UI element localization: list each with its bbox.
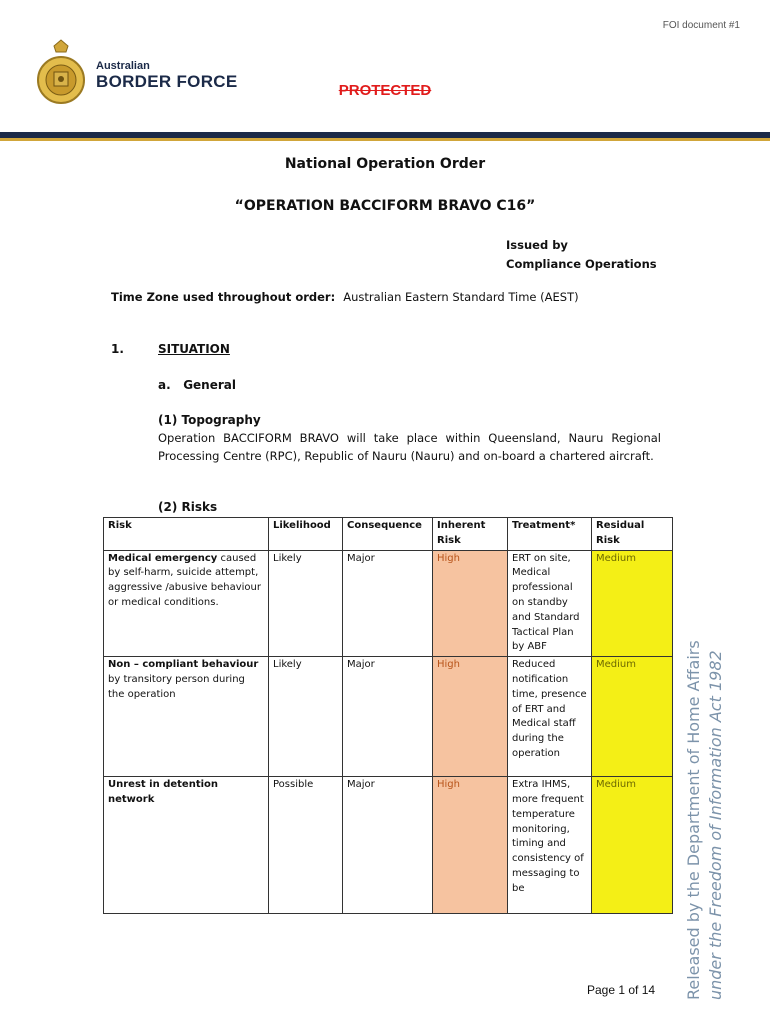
consequence-cell: Major (343, 550, 433, 657)
residual-risk-cell: Medium (592, 657, 673, 777)
timezone-label: Time Zone used throughout order: (111, 290, 336, 304)
treatment-cell: Extra IHMS, more frequent temperature monitoring, timing and consistency of messaging to be (508, 777, 592, 914)
treatment-cell: Reduced notification time, presence of ERT and Medical staff during the operation (508, 657, 592, 777)
subsection-heading: a. General (158, 378, 236, 392)
likelihood-cell: Likely (269, 657, 343, 777)
inherent-risk-cell: High (433, 550, 508, 657)
watermark-line2: under the Freedom of Information Act 1982 (706, 650, 725, 1000)
page-number: Page 1 of 14 (587, 983, 656, 997)
logo-text-australian: Australian (96, 60, 150, 72)
risk-description: caused by self-harm, suicide attempt, aggressive /abusive behaviour or medical conditions. (108, 552, 261, 608)
risk-name: Non – compliant behaviour (108, 659, 259, 671)
section-number: 1. (111, 342, 124, 356)
header-rule-gold (0, 138, 770, 141)
classification-text: PROTECTED (338, 82, 432, 99)
table-row (104, 550, 673, 657)
risk-description: by transitory person during the operation (108, 673, 245, 700)
risk-cell (104, 777, 269, 914)
header-inherent-risk: Inherent Risk (433, 518, 508, 551)
timezone-value: Australian Eastern Standard Time (AEST) (343, 290, 579, 304)
risk-table (103, 517, 673, 914)
topography-paragraph: Operation BACCIFORM BRAVO will take place within Queensland, Nauru Regional Processing Centre (RPC), Republic of Nauru (Nauru) and on-board a chartered aircraft. (158, 431, 661, 463)
risk-table-header-row (104, 518, 673, 551)
classification-marking (0, 82, 770, 99)
issued-by-org: Compliance Operations (506, 257, 657, 271)
section-title: SITUATION (158, 342, 230, 356)
treatment-cell: ERT on site, Medical professional on standby and Standard Tactical Plan by ABF (508, 550, 592, 657)
risk-cell (104, 550, 269, 657)
foi-release-watermark (683, 600, 727, 1000)
header-treatment: Treatment* (508, 518, 592, 551)
consequence-cell: Major (343, 777, 433, 914)
operation-name: “OPERATION BACCIFORM BRAVO C16” (234, 198, 536, 214)
foi-document-label: FOI document #1 (662, 20, 740, 31)
table-row (104, 777, 673, 914)
header-residual-risk: Residual Risk (592, 518, 673, 551)
residual-risk-cell: Medium (592, 777, 673, 914)
header-risk: Risk (104, 518, 269, 551)
inherent-risk-cell: High (433, 657, 508, 777)
issued-by-block (506, 236, 657, 274)
logo-text-border-force: BORDER FORCE (96, 72, 238, 91)
likelihood-cell: Possible (269, 777, 343, 914)
topography-heading: (1) Topography (158, 413, 261, 427)
table-row (104, 657, 673, 777)
inherent-risk-cell: High (433, 777, 508, 914)
risk-name: Unrest in detention network (108, 779, 219, 805)
document-title: National Operation Order (284, 156, 486, 172)
risk-name: Medical emergency (108, 552, 218, 564)
risk-cell (104, 657, 269, 777)
watermark-line1: Released by the Department of Home Affairs (684, 640, 703, 1000)
header-likelihood: Likelihood (269, 518, 343, 551)
issued-by-label: Issued by (506, 238, 568, 252)
consequence-cell: Major (343, 657, 433, 777)
residual-risk-cell: Medium (592, 550, 673, 657)
header-consequence: Consequence (343, 518, 433, 551)
likelihood-cell: Likely (269, 550, 343, 657)
risks-heading: (2) Risks (158, 500, 218, 514)
timezone-line (111, 290, 579, 304)
